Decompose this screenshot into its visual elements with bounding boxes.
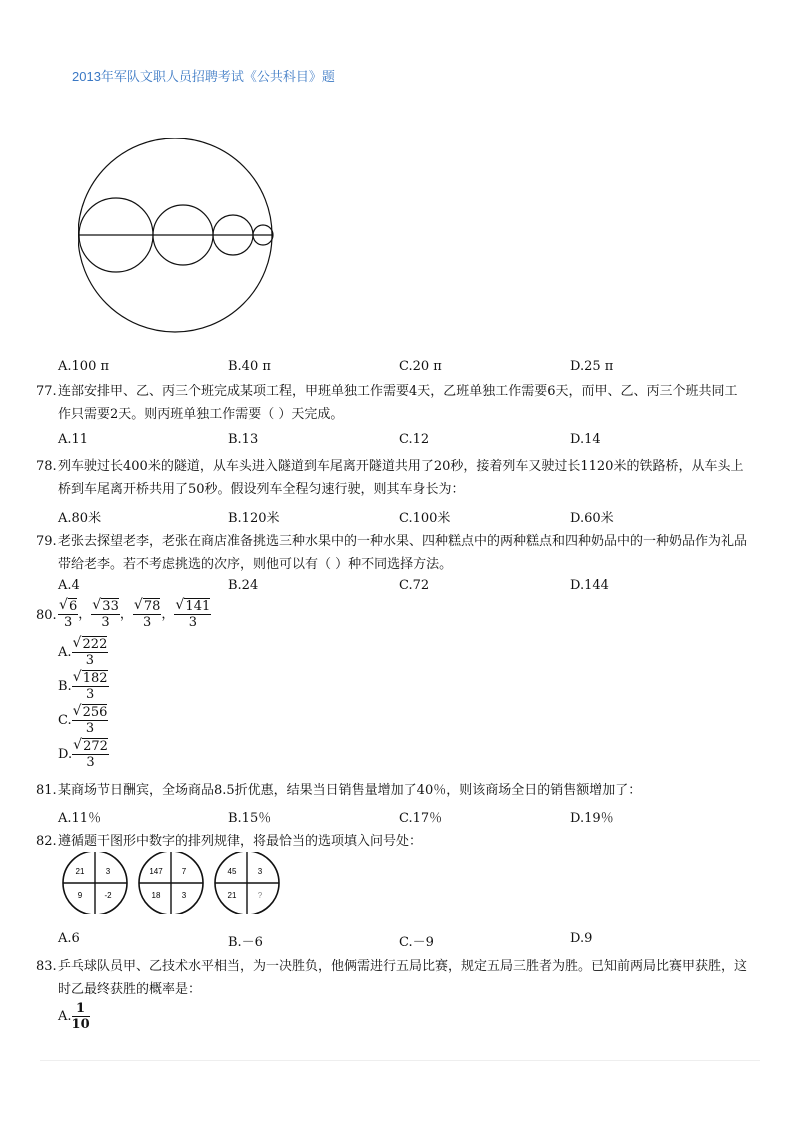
footer-divider [40,1060,760,1061]
circle2-top-right: 7 [181,867,187,876]
question-77 [36,380,748,426]
q79-option-c[interactable]: C.72 [399,578,430,593]
q77-number: 77. [36,384,57,399]
q82-option-b[interactable]: B.－6 [228,935,263,950]
seq-separator: ， [161,607,175,622]
circle3-question-mark: ? [257,891,263,900]
q78-option-b[interactable]: B.120米 [228,511,280,526]
q80-option-d[interactable]: D. √ 272 3 [58,737,108,770]
circle3-bottom-left: 21 [227,891,237,900]
page-header-title: 2013年军队文职人员招聘考试《公共科目》题 [72,69,335,84]
question-78 [36,455,748,501]
q79-option-d[interactable]: D.144 [570,578,609,593]
q81-number: 81. [36,783,57,798]
q81-option-c[interactable]: C.17％ [399,811,443,826]
q78-option-a[interactable]: A.80米 [58,511,102,526]
q83-text: 乒乓球队员甲、乙技术水平相当，为一决胜负，他俩需进行五局比赛，规定五局三胜者为胜。已知前两局比赛甲获胜，这时乙最终获胜的概率是： [58,959,748,997]
q80-option-a[interactable]: A. √ 222 3 [58,635,108,668]
q82-option-c[interactable]: C.－9 [399,935,434,950]
q80-option-c[interactable]: C. √ 256 3 [58,703,108,736]
q78-option-c[interactable]: C.100米 [399,511,451,526]
q79-number: 79. [36,534,57,549]
circle3-top-right: 3 [257,867,263,876]
q82-option-a[interactable]: A.6 [58,931,80,946]
question-82 [36,830,748,853]
question-79 [36,530,748,576]
number-circle-3 [215,852,279,914]
q77-text: 连部安排甲、乙、丙三个班完成某项工程，甲班单独工作需要4天，乙班单独工作需要6天，而甲、乙、丙三个班共同工作只需要2天。则丙班单独工作需要（ ）天完成。 [58,384,738,422]
seq-separator: ， [78,607,92,622]
q78-text: 列车驶过长400米的隧道，从车头进入隧道到车尾离开隧道共用了20秒，接着列车又驶过长1120米的铁路桥，从车头上桥到车尾离开桥共用了50秒。假设列车全程匀速行驶，则其车身长为： [58,459,744,497]
q77-option-b[interactable]: B.13 [228,432,259,447]
circle3-top-left: 45 [227,867,237,876]
circle1-bottom-left: 9 [77,891,83,900]
q81-option-b[interactable]: B.15％ [228,811,272,826]
q81-option-d[interactable]: D.19％ [570,811,614,826]
circle2-top-left: 147 [149,867,163,876]
q79-option-a[interactable]: A.4 [58,578,80,593]
q80-number: 80. [36,608,57,623]
number-circle-2 [139,852,203,914]
seq-fraction-4: √ 141 3 [175,597,211,630]
q79-text: 老张去探望老李，老张在商店准备挑选三种水果中的一种水果、四种糕点中的两种糕点和四种奶品中的一种奶品作为礼品带给老李。若不考虑挑选的次序，则他可以有（ ）种不同选择方法。 [58,534,748,572]
q82-text: 遵循题干图形中数字的排列规律，将最恰当的选项填入问号处： [58,834,423,849]
q79-option-b[interactable]: B.24 [228,578,259,593]
q82-option-d[interactable]: D.9 [570,931,593,946]
q83-number: 83. [36,959,57,974]
seq-fraction-3: √ 78 3 [133,597,161,630]
circle1-bottom-right: -2 [104,891,112,900]
circle2-bottom-right: 3 [181,891,187,900]
number-circle-1 [63,852,127,914]
number-circles-figure [60,852,300,914]
q83-option-a[interactable]: A. $\frac{1}{10}$ [58,1001,90,1032]
q76-option-b[interactable]: B.40 π [228,359,271,374]
circle1-top-left: 21 [75,867,85,876]
question-81 [36,779,748,802]
q77-option-c[interactable]: C.12 [399,432,430,447]
q82-number: 82. [36,834,57,849]
circle2-bottom-left: 18 [151,891,161,900]
q77-option-a[interactable]: A.11 [58,432,89,447]
q76-option-c[interactable]: C.20 π [399,359,442,374]
q80-sequence [58,597,748,630]
seq-fraction-2: √ 33 3 [92,597,119,630]
circle1-top-right: 3 [105,867,111,876]
q81-option-a[interactable]: A.11％ [58,811,102,826]
q81-text: 某商场节日酬宾，全场商品8.5折优惠，结果当日销售量增加了40％，则该商场全日的销售额增加了： [58,783,642,798]
q78-number: 78. [36,459,57,474]
q77-option-d[interactable]: D.14 [570,432,601,447]
q80-option-b[interactable]: B. √ 182 3 [58,669,108,702]
question-83 [36,955,748,1001]
seq-fraction-1: √ 6 3 [59,597,78,630]
q78-option-d[interactable]: D.60米 [570,511,614,526]
q76-option-d[interactable]: D.25 π [570,359,614,374]
question-80 [36,597,748,630]
circle-figure [78,138,298,338]
seq-separator: ， [119,607,133,622]
q76-option-a[interactable]: A.100 π [58,359,110,374]
